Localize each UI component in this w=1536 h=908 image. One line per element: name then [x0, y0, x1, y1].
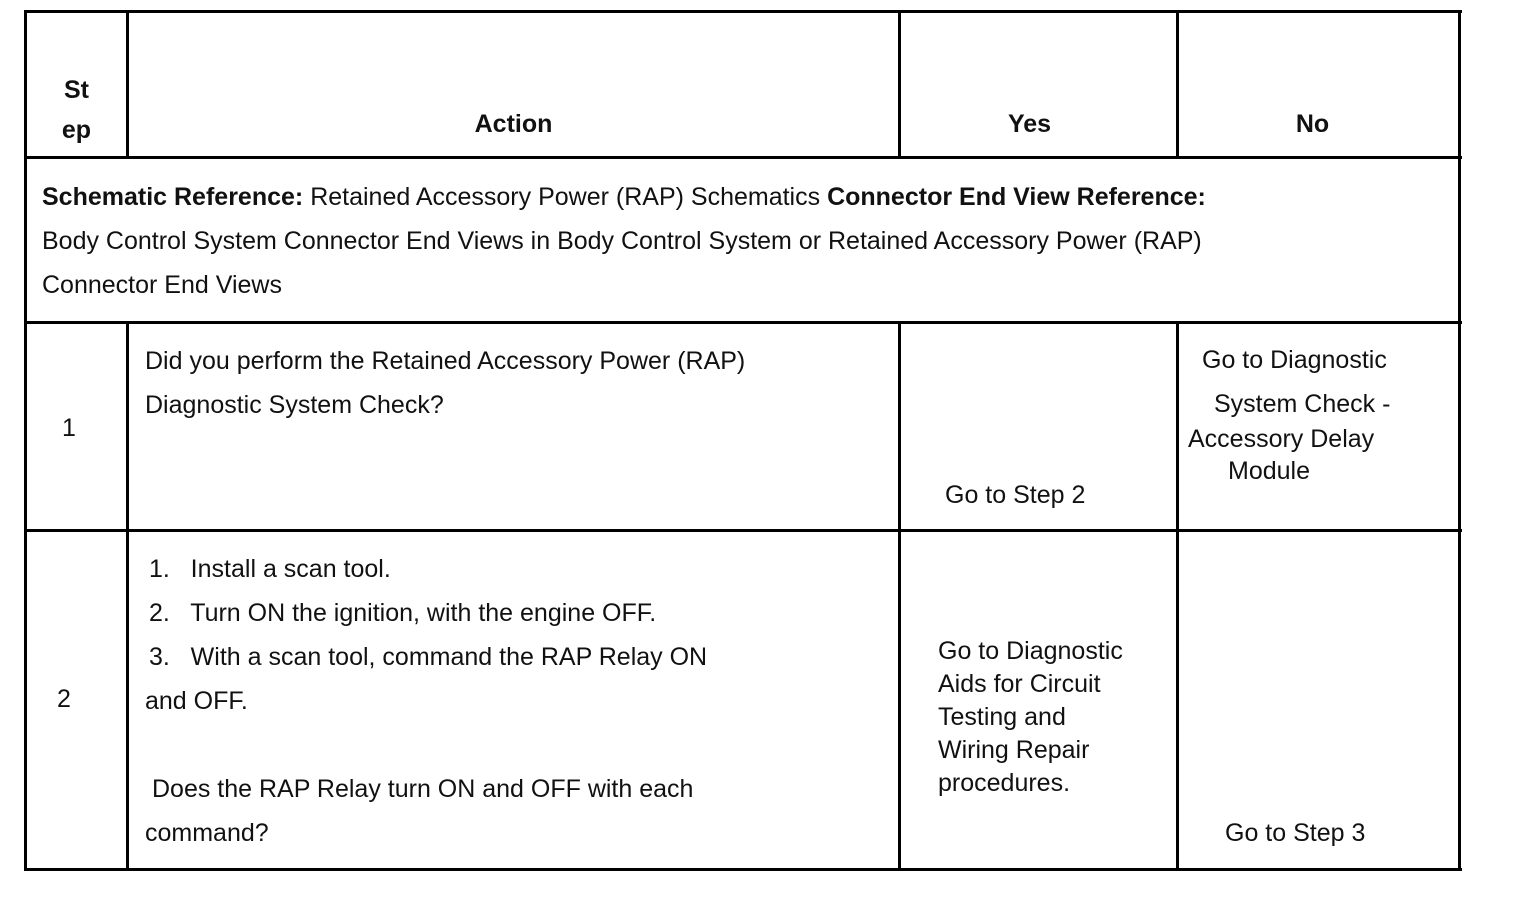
header-yes: Yes [1007, 110, 1052, 138]
row2-item-3: 3. With a scan tool, command the RAP Relay ON [149, 643, 708, 671]
table-border-right [1458, 10, 1461, 871]
row2-action [145, 547, 707, 855]
reference-line-1 [42, 175, 1422, 219]
row1-no-line4: Module [1228, 457, 1310, 485]
row1-action-line2: Diagnostic System Check? [145, 391, 444, 419]
col-divider-yes-rows [1176, 321, 1179, 871]
row2-question-line2: command? [145, 819, 269, 847]
connector-reference-label: Connector End View Reference: [827, 183, 1206, 211]
reference-line-2: Body Control System Connector End Views in Body Control System or Retained Accessory Power (RAP) [42, 227, 1202, 255]
row1-yes: Go to Step 2 [945, 481, 1086, 509]
row2-step: 2 [57, 685, 71, 713]
reference-block [42, 175, 1422, 307]
col-divider-action-rows [898, 321, 901, 871]
row1-no [1188, 339, 1390, 487]
row1-no-line2: System Check - [1214, 390, 1391, 418]
reference-line-3: Connector End Views [42, 271, 282, 299]
row2-question-line1: Does the RAP Relay turn ON and OFF with each [152, 775, 694, 803]
row2-yes-line1: Go to Diagnostic [938, 637, 1123, 665]
schematic-reference-label: Schematic Reference: [42, 183, 304, 211]
header-no: No [1295, 110, 1330, 138]
row1-no-line1: Go to Diagnostic [1202, 346, 1387, 374]
table-border-bottom [24, 868, 1462, 871]
reference-divider [24, 321, 1462, 324]
row1-step: 1 [62, 414, 76, 442]
row2-yes-line2: Aids for Circuit [938, 670, 1101, 698]
row2-item-2: 2. Turn ON the ignition, with the engine OFF. [149, 599, 657, 627]
row2-item-3-cont: and OFF. [145, 687, 248, 715]
header-step [27, 70, 126, 150]
row1-no-line3: Accessory Delay [1188, 425, 1375, 453]
row2-yes [938, 635, 1123, 800]
row2-yes-line4: Wiring Repair [938, 736, 1090, 764]
col-divider-step-rows [126, 321, 129, 871]
row2-no: Go to Step 3 [1225, 819, 1366, 847]
row1-action [145, 339, 745, 427]
row2-yes-line3: Testing and [938, 703, 1066, 731]
schematic-reference-text: Retained Accessory Power (RAP) Schematics [310, 183, 821, 211]
row1-divider [24, 529, 1462, 532]
row1-action-line1: Did you perform the Retained Accessory Power (RAP) [145, 347, 746, 375]
table-border-top [24, 10, 1462, 13]
header-step-line1: St [64, 76, 89, 104]
header-divider [24, 156, 1462, 159]
header-action: Action [474, 110, 553, 138]
header-step-line2: ep [61, 116, 92, 144]
row2-item-1: 1. Install a scan tool. [149, 555, 391, 583]
row2-yes-line5: procedures. [938, 769, 1071, 797]
